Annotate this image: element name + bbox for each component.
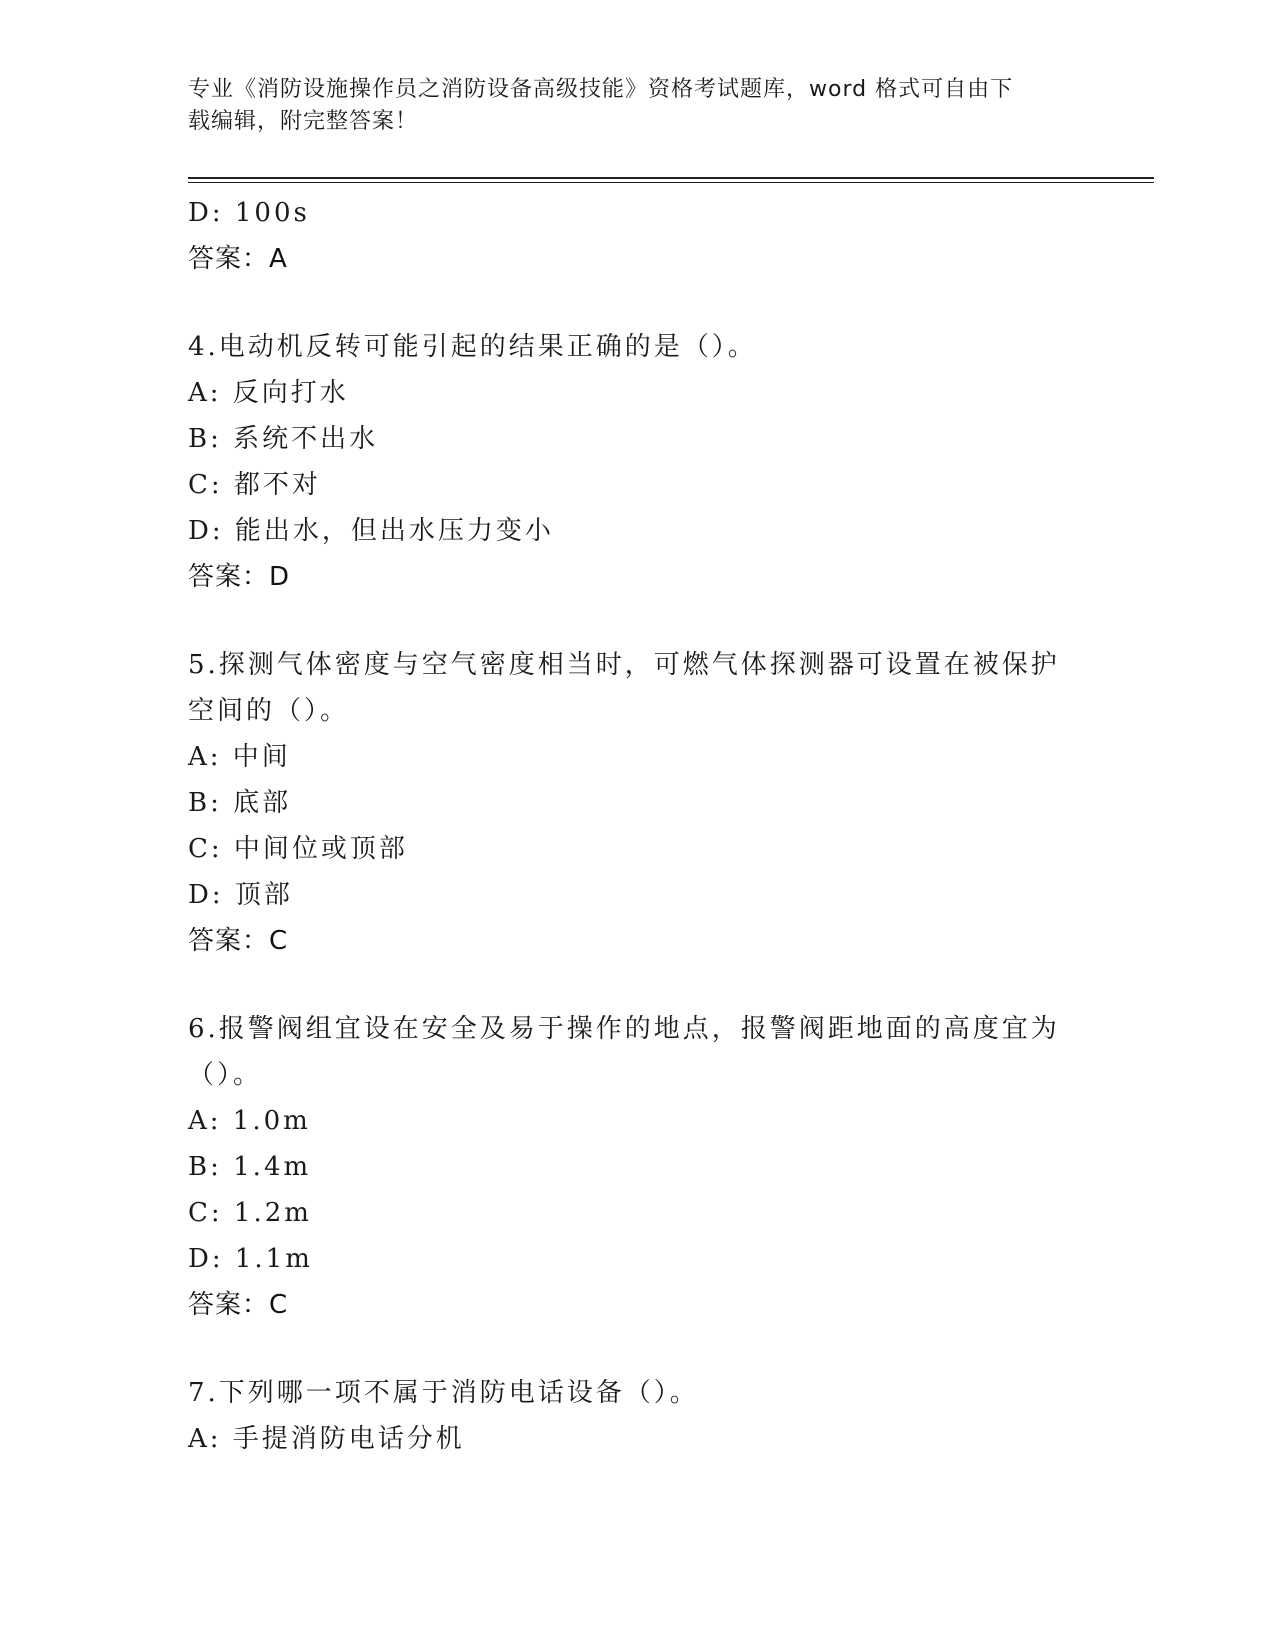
header-divider-thin <box>188 182 1154 183</box>
option-a: A: 手提消防电话分机 <box>188 1424 465 1454</box>
header-line-2: 载编辑，附完整答案！ <box>188 109 419 134</box>
answer-line: 答案：A <box>188 244 288 274</box>
header-line-1: 专业《消防设施操作员之消防设备高级技能》资格考试题库，word 格式可自由下 <box>188 77 1014 102</box>
option-d: D: 顶部 <box>188 880 293 910</box>
answer-line: 答案：C <box>188 1290 289 1320</box>
question-7 <box>188 1370 1088 1462</box>
question-stem-cont: 空间的（）。 <box>188 696 350 726</box>
option-b: B: 1.4m <box>188 1152 312 1182</box>
option-c: C: 1.2m <box>188 1198 312 1228</box>
option-d: D: 100s <box>188 198 310 228</box>
question-5 <box>188 642 1088 964</box>
document-header <box>188 74 1068 138</box>
option-d: D: 1.1m <box>188 1244 313 1274</box>
question-list <box>188 190 1088 1462</box>
option-a: A: 中间 <box>188 742 291 772</box>
option-b: B: 系统不出水 <box>188 424 379 454</box>
option-d: D: 能出水，但出水压力变小 <box>188 516 554 546</box>
option-b: B: 底部 <box>188 788 292 818</box>
question-stem: 7.下列哪一项不属于消防电话设备（）。 <box>188 1378 699 1408</box>
question-6 <box>188 1006 1088 1328</box>
option-c: C: 都不对 <box>188 470 321 500</box>
question-stem-cont: （）。 <box>188 1060 263 1090</box>
question-stem: 6.报警阀组宜设在安全及易于操作的地点，报警阀距地面的高度宜为 <box>188 1014 1060 1044</box>
answer-line: 答案：C <box>188 926 289 956</box>
option-a: A: 反向打水 <box>188 378 349 408</box>
question-4 <box>188 324 1088 600</box>
header-divider-thick <box>188 177 1154 179</box>
option-c: C: 中间位或顶部 <box>188 834 408 864</box>
question-stem: 5.探测气体密度与空气密度相当时，可燃气体探测器可设置在被保护 <box>188 650 1060 680</box>
answer-line: 答案：D <box>188 562 291 592</box>
option-a: A: 1.0m <box>188 1106 311 1136</box>
question-stem: 4.电动机反转可能引起的结果正确的是（）。 <box>188 332 757 362</box>
